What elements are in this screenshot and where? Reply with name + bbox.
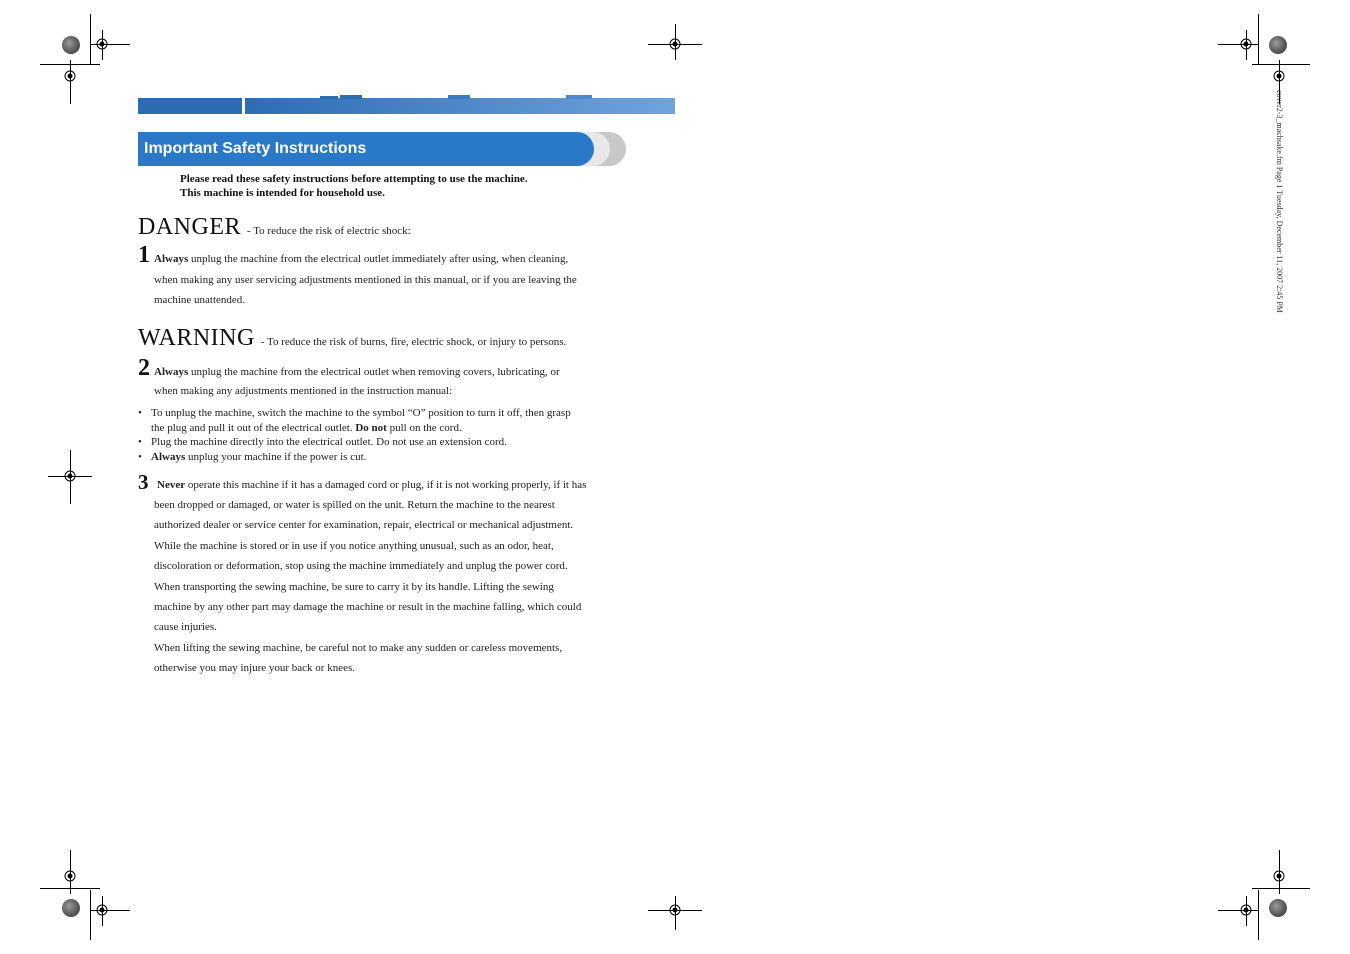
- print-slug-note: cover2-3_machsake.fm Page 1 Tuesday, December 11, 2007 2:45 PM: [1275, 90, 1284, 313]
- warning-subtitle: - To reduce the risk of burns, fire, electric shock, or injury to persons.: [260, 336, 567, 348]
- danger-heading: [138, 214, 411, 241]
- bullet-1: • To unplug the machine, switch the machine to the symbol “O” position to turn it off, then grasp: [138, 407, 571, 419]
- item3-line-4: While the machine is stored or in use if you notice anything unusual, such as an odor, heat,: [154, 540, 554, 552]
- item2-line-2: when making any adjustments mentioned in the instruction manual:: [154, 385, 453, 397]
- danger-title: DANGER: [138, 214, 241, 240]
- item1-line-1: Always unplug the machine from the electrical outlet immediately after using, when cleaning,: [154, 253, 569, 265]
- warning-title: WARNING: [138, 325, 255, 351]
- item3-line-3: authorized dealer or service center for examination, repair, electrical or mechanical adjustment.: [154, 519, 574, 531]
- item3-line-9: When lifting the sewing machine, be careful not to make any sudden or careless movements,: [154, 642, 563, 654]
- item1-line-3: machine unattended.: [154, 294, 246, 306]
- item-number-2: 2: [138, 355, 150, 381]
- item3-line-7: machine by any other part may damage the machine or result in the machine falling, which could: [154, 601, 582, 613]
- danger-subtitle: - To reduce the risk of electric shock:: [247, 225, 411, 237]
- item3-line-5: discoloration or deformation, stop using the machine immediately and unplug the power cord.: [154, 560, 568, 572]
- item2-line-1: Always unplug the machine from the electrical outlet when removing covers, lubricating, or: [154, 366, 560, 378]
- intro-line-2: This machine is intended for household use.: [180, 187, 385, 199]
- item3-line-8: cause injuries.: [154, 621, 217, 633]
- bullet-1-cont: the plug and pull it out of the electrical outlet. Do not pull on the cord.: [151, 422, 462, 434]
- bullet-3: • Always unplug your machine if the power is cut.: [138, 451, 367, 463]
- section-title: Important Safety Instructions: [138, 132, 594, 166]
- intro-line-1: Please read these safety instructions before attempting to use the machine.: [180, 173, 528, 185]
- item3-line-10: otherwise you may injure your back or knees.: [154, 662, 355, 674]
- item3-line-1: Never operate this machine if it has a damaged cord or plug, if it is not working properly, if it has: [157, 479, 587, 491]
- item-number-1: 1: [138, 242, 150, 268]
- warning-heading: [138, 325, 566, 352]
- item-number-3: 3: [138, 470, 149, 494]
- item1-line-2: when making any user servicing adjustments mentioned in this manual, or if you are leaving the: [154, 274, 577, 286]
- item3-line-6: When transporting the sewing machine, be sure to carry it by its handle. Lifting the sewing: [154, 581, 554, 593]
- item3-line-2: been dropped or damaged, or water is spilled on the unit. Return the machine to the nearest: [154, 499, 555, 511]
- bullet-2: • Plug the machine directly into the electrical outlet. Do not use an extension cord.: [138, 436, 507, 448]
